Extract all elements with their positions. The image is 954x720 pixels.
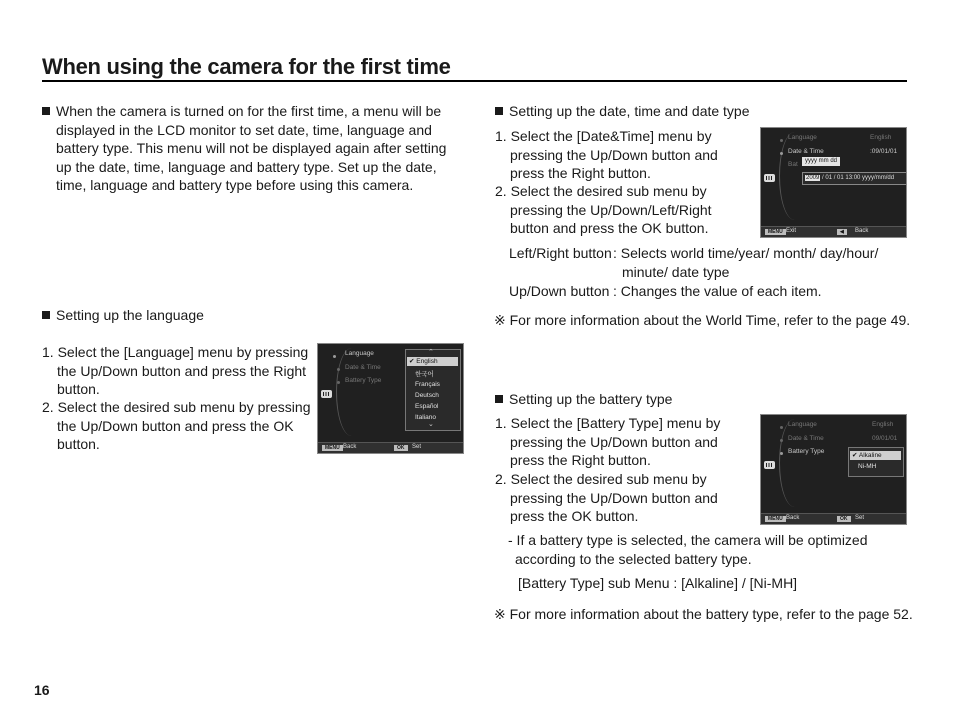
datetime-lcd-screen xyxy=(760,127,907,238)
menu-dot xyxy=(780,426,783,429)
menu-curve xyxy=(336,348,367,436)
lcd-key-bar xyxy=(761,513,906,524)
ud-button-label: Up/Down button xyxy=(509,283,610,299)
option-german: Deutsch xyxy=(415,392,439,399)
language-heading-text: Setting up the language xyxy=(56,307,204,323)
battery-icon xyxy=(764,174,775,182)
bullet-icon xyxy=(42,311,50,319)
lr-button-desc: : Selects world time/year/ month/ day/hour/ minute/ date type xyxy=(613,245,879,280)
key-label-back: Back xyxy=(786,515,800,521)
datetime-heading-text: Setting up the date, time and date type xyxy=(509,103,750,119)
page-title: When using the camera for the first time xyxy=(42,54,451,79)
ud-button-desc: : Changes the value of each item. xyxy=(613,283,822,299)
menu-dot xyxy=(780,452,783,455)
datetime-heading xyxy=(509,102,809,121)
option-alkaline: Alkaline xyxy=(858,452,882,459)
lcd-item-language: Language xyxy=(788,134,817,141)
lcd-key-bar xyxy=(318,442,463,453)
lcd-value-date: 09/01/01 xyxy=(872,435,898,442)
menu-dot xyxy=(333,355,336,358)
language-step-1: 1. Select the [Language] menu by pressing the Up/Down button and press the Right button. xyxy=(42,344,309,398)
key-label-back: Back xyxy=(855,228,869,234)
intro-text: When the camera is turned on for the first time, a menu will be displayed in the LCD monitor to set date, time, language and battery type. This menu will not be displayed again after setting up the date, time, language and battery type. Set up the date, time, language and battery type before using this camera. xyxy=(56,103,447,194)
bullet-icon xyxy=(42,107,50,115)
lr-button-label: Left/Right button xyxy=(509,245,612,261)
option-korean: 한국어 xyxy=(415,371,434,378)
battery-submenu-text: [Battery Type] sub Menu : [Alkaline] / [Ni-MH] xyxy=(518,575,798,591)
datetime-step-2: 2. Select the desired sub menu by pressing the Up/Down/Left/Right button and press the OK button. xyxy=(495,183,712,237)
page-number: 16 xyxy=(34,682,50,698)
lcd-item-battery-type: Battery Type xyxy=(788,448,825,455)
battery-heading-text: Setting up the battery type xyxy=(509,391,673,407)
chevron-up-icon: ⌃ xyxy=(428,349,434,356)
world-time-note: ※ For more information about the World Time, refer to the page 49. xyxy=(494,312,911,328)
language-popup xyxy=(405,349,461,431)
menu-dot xyxy=(780,439,783,442)
battery-lcd-screen xyxy=(760,414,907,525)
lcd-value-language: English xyxy=(870,134,892,141)
battery-optimized-note: - If a battery type is selected, the camera will be optimized according to the selected battery type. xyxy=(508,532,868,567)
chevron-down-icon: ⌄ xyxy=(428,421,434,428)
key-label-set: Set xyxy=(412,444,422,450)
ok-key-icon: OK xyxy=(394,445,408,451)
menu-key-icon: MENU xyxy=(765,229,786,235)
option-spanish: Español xyxy=(415,403,439,410)
menu-curve xyxy=(779,419,810,507)
option-italian: Italiano xyxy=(415,414,436,421)
selected-option: ✔ Alkaline xyxy=(850,451,901,460)
language-step-2: 2. Select the desired sub menu by pressing the Up/Down button and press the OK button. xyxy=(42,399,311,453)
bullet-icon xyxy=(495,395,503,403)
battery-popup xyxy=(848,447,904,477)
lcd-item-date-time: Date & Time xyxy=(345,364,381,371)
left-key-icon: ◀ xyxy=(837,229,847,235)
lcd-item-date-time: Date & Time xyxy=(788,148,824,155)
date-edit-field xyxy=(802,172,907,185)
menu-key-icon: MENU xyxy=(322,445,343,451)
date-field-header: yyyy mm dd xyxy=(802,157,840,166)
selected-option: ✔ English xyxy=(407,357,458,366)
lcd-key-bar xyxy=(761,226,906,237)
option-english: English xyxy=(416,358,438,365)
lcd-value-language: English xyxy=(872,421,894,428)
key-label-set: Set xyxy=(855,515,865,521)
menu-dot xyxy=(337,381,340,384)
menu-dot xyxy=(337,368,340,371)
option-ni-mh: Ni-MH xyxy=(858,463,877,470)
battery-step-1: 1. Select the [Battery Type] menu by pressing the Up/Down button and press the Right button. xyxy=(495,415,721,469)
datetime-step-1: 1. Select the [Date&Time] menu by pressing the Up/Down button and press the Right button. xyxy=(495,128,718,182)
lcd-item-battery-type: Battery Type xyxy=(345,377,382,384)
ok-key-icon: OK xyxy=(837,516,851,522)
menu-dot xyxy=(780,139,783,142)
lcd-item-language: Language xyxy=(345,350,374,357)
lcd-item-language: Language xyxy=(788,421,817,428)
battery-icon xyxy=(764,461,775,469)
lcd-item-date-time: Date & Time xyxy=(788,435,824,442)
language-heading xyxy=(56,306,316,325)
intro-block xyxy=(56,102,454,195)
key-label-back: Back xyxy=(343,444,357,450)
option-french: Français xyxy=(415,381,440,388)
key-label-exit: Exit xyxy=(786,228,797,234)
menu-dot xyxy=(780,152,783,155)
battery-step-2: 2. Select the desired sub menu by pressing the Up/Down button and press the OK button. xyxy=(495,471,718,525)
menu-key-icon: MENU xyxy=(765,516,786,522)
bullet-icon xyxy=(495,107,503,115)
lcd-item-battery: Bat xyxy=(788,161,798,168)
battery-type-note: ※ For more information about the battery type, refer to the page 52. xyxy=(494,606,913,622)
date-rest-field: / 01 / 01 13:00 yyyy/mm/dd xyxy=(820,175,895,181)
lcd-value-date: :09/01/01 xyxy=(870,148,898,155)
year-field: 2009 xyxy=(806,175,820,181)
title-rule xyxy=(42,80,907,82)
battery-heading xyxy=(509,390,809,409)
battery-icon xyxy=(321,390,332,398)
language-lcd-screen xyxy=(317,343,464,454)
